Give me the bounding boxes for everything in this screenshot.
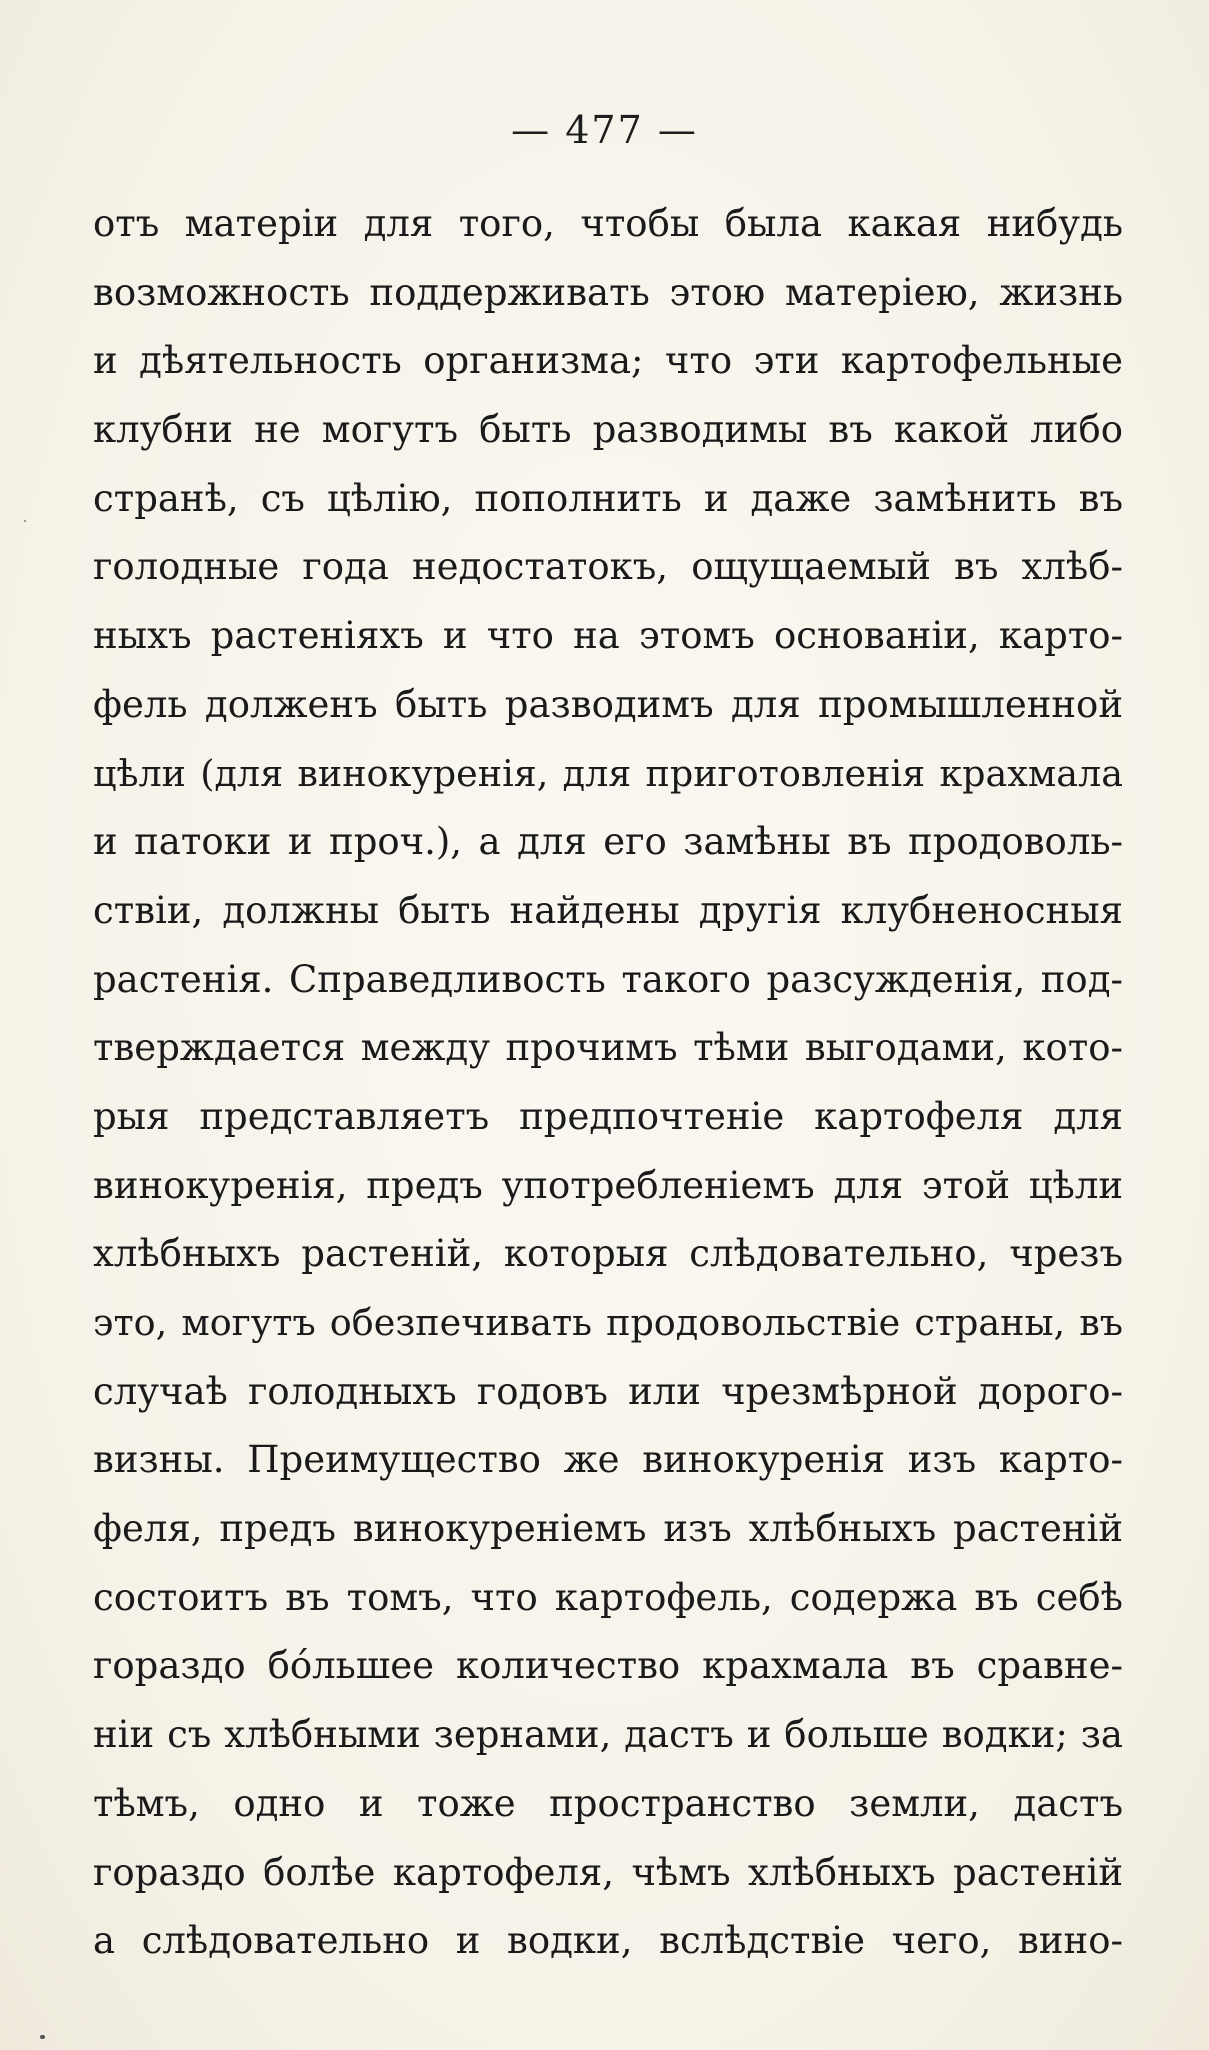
text-line-13: тверждается между прочимъ тѣми выгодами, кото- bbox=[93, 1026, 1123, 1070]
text-line-1: отъ матеріи для того, чтобы была какая нибудь bbox=[93, 202, 1123, 245]
body-text bbox=[93, 190, 1123, 1976]
text-line-10: и патоки и проч.), а для его замѣны въ продоволь- bbox=[93, 820, 1123, 864]
corner-speck bbox=[40, 2035, 45, 2039]
text-line-8: фель долженъ быть разводимъ для промышленной bbox=[93, 682, 1123, 726]
text-line-26: а слѣдовательно и водки, вслѣдствіе чего, вино- bbox=[93, 1919, 1123, 1963]
text-line-23: ніи съ хлѣбными зернами, дастъ и больше водки; за bbox=[93, 1713, 1123, 1757]
page-number: — 477 — bbox=[511, 108, 698, 152]
text-line-25: гораздо болѣе картофеля, чѣмъ хлѣбныхъ растеній bbox=[93, 1850, 1123, 1894]
margin-speck bbox=[24, 520, 26, 522]
text-line-6: голодные года недостатокъ, ощущаемый въ хлѣб- bbox=[93, 545, 1123, 589]
text-line-9: цѣли (для винокуренія, для приготовленія крахмала bbox=[93, 751, 1123, 795]
text-line-2: возможность поддерживать этою матеріею, жизнь bbox=[93, 270, 1123, 314]
text-line-19: визны. Преимущество же винокуренія изъ карто- bbox=[93, 1438, 1123, 1482]
text-line-22: гораздо бóльшее количество крахмала въ сравне- bbox=[93, 1644, 1123, 1688]
text-line-3: и дѣятельность организма; что эти картофельные bbox=[93, 339, 1123, 383]
text-line-14: рыя представляетъ предпочтеніе картофеля для bbox=[93, 1094, 1123, 1138]
text-line-5: странѣ, съ цѣлію, пополнить и даже замѣнить въ bbox=[93, 476, 1123, 520]
text-line-4: клубни не могутъ быть разводимы въ какой либо bbox=[93, 408, 1123, 452]
text-line-12: растенія. Справедливость такого разсужденія, под- bbox=[93, 957, 1123, 1001]
text-line-7: ныхъ растеніяхъ и что на этомъ основаніи, карто- bbox=[93, 614, 1123, 658]
text-line-24: тѣмъ, одно и тоже пространство земли, дастъ bbox=[93, 1781, 1123, 1825]
text-line-21: состоитъ въ томъ, что картофель, содержа въ себѣ bbox=[93, 1575, 1123, 1619]
text-line-18: случаѣ голодныхъ годовъ или чрезмѣрной дорого- bbox=[93, 1369, 1123, 1413]
text-line-11: ствіи, должны быть найдены другія клубненосныя bbox=[93, 888, 1123, 932]
text-line-16: хлѣбныхъ растеній, которыя слѣдовательно, чрезъ bbox=[93, 1232, 1123, 1276]
text-line-17: это, могутъ обезпечивать продовольствіе страны, въ bbox=[93, 1301, 1123, 1344]
text-line-15: винокуренія, предъ употребленіемъ для этой цѣли bbox=[93, 1163, 1123, 1207]
text-line-20: феля, предъ винокуреніемъ изъ хлѣбныхъ растеній bbox=[93, 1507, 1123, 1551]
